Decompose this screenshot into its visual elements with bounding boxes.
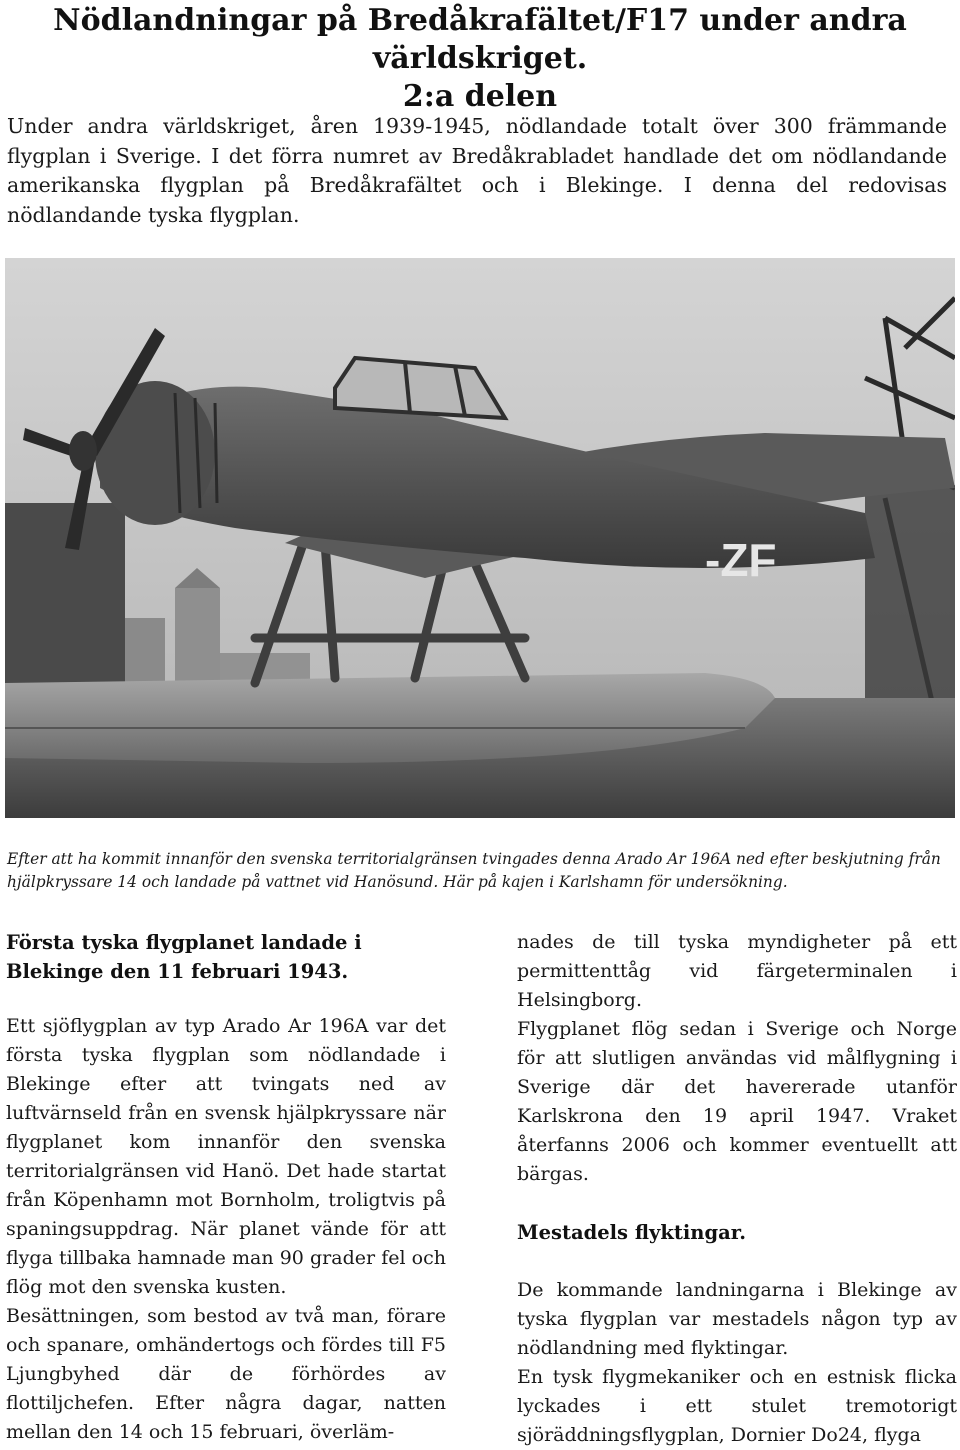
spacer <box>517 1247 957 1276</box>
intro-paragraph: Under andra världskriget, åren 1939-1945, nödlandade totalt över 300 främmande flygplan i Sverige. I det förra numret av Bredåkrabladet handlade det om nödlandande amerikanska flygplan på Bredåkrafältet och i Blekinge. I denna del redovisas nödlandande tyska flygplan. <box>7 114 947 227</box>
article-title <box>0 2 960 116</box>
article-title-line1: Nödlandningar på Bredåkrafältet/F17 under andra världskriget. <box>53 3 907 76</box>
left-column <box>6 928 446 1447</box>
article-title-line2: 2:a delen <box>402 79 558 114</box>
left-paragraph-2: Besättningen, som bestod av två man, förare och spanare, omhändertogs och fördes till F5 Ljungbyhed där de förhördes av flottiljchefen. Efter några dagar, natten mellan den 14 och 15 februari, överläm- <box>6 1305 446 1443</box>
right-paragraph-1: nades de till tyska myndigheter på ett permittenttåg vid färgeterminalen i Helsingborg. <box>517 931 957 1011</box>
photo-illustration <box>5 258 955 818</box>
right-paragraph-2: Flygplanet flög sedan i Sverige och Norge för att slutligen användas vid målflygning i Sverige där det havererade utanför Karlskrona den 19 april 1947. Vraket återfanns 2006 och kommer eventuellt att bärgas. <box>517 1018 957 1185</box>
right-column <box>517 928 957 1450</box>
section-heading-first-landing: Första tyska flygplanet landade i Blekinge den 11 februari 1943. <box>6 931 362 983</box>
spacer <box>517 1189 957 1218</box>
photo-caption: Efter att ha kommit innanför den svenska territorialgränsen tvingades denna Arado Ar 196A ned efter beskjutning från hjälpkryssare 14 och landade på vattnet vid Hanösund. Här på kajen i Karlshamn för undersökning. <box>7 850 941 891</box>
right-paragraph-3: De kommande landningarna i Blekinge av tyska flygplan var mestadels någon typ av nödlandning med flyktingar. <box>517 1279 957 1359</box>
spacer <box>6 986 446 1012</box>
fuselage-marking: -ZF <box>705 534 777 586</box>
section-heading-refugees: Mestadels flyktingar. <box>517 1221 746 1244</box>
left-paragraph-1: Ett sjöflygplan av typ Arado Ar 196A var det första tyska flygplan som nödlandade i Blekinge efter att tvingats ned av luftvärnseld från en svensk hjälpkryssare när flygplanet kom innanför den svenska territorialgränsen vid Hanö. Det hade startat från Köpenhamn mot Bornholm, troligtvis på spaningsuppdrag. När planet vände för att flyga tillbaka hamnade man 90 grader fel och flög mot den svenska kusten. <box>6 1015 446 1298</box>
right-paragraph-4: En tysk flygmekaniker och en estnisk flicka lyckades i ett stulet tremotorigt sjöräddningsflygplan, Dornier Do24, flyga <box>517 1366 957 1446</box>
arado-seaplane-photo <box>5 258 955 818</box>
